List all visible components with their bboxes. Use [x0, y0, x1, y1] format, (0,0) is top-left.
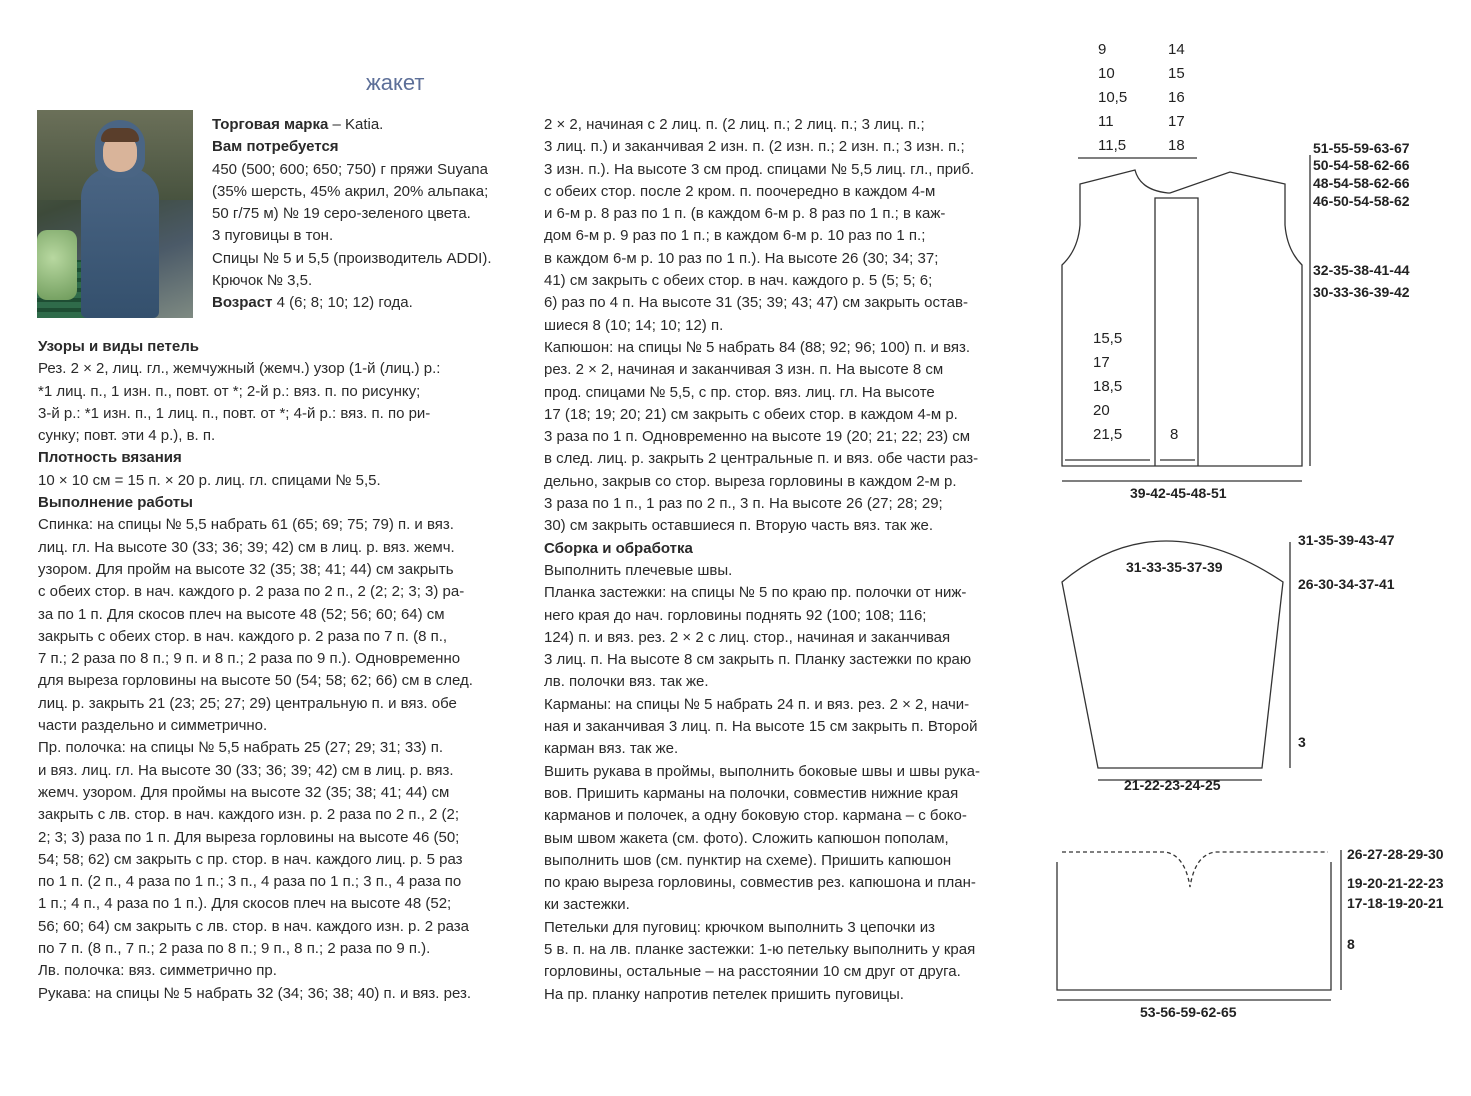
measure-label: 11,5 — [1098, 137, 1127, 154]
line-text: 3 раза по 1 п., 1 раз по 2 п., 3 п. На высоте 26 (27; 28; 29; — [544, 495, 943, 513]
measure-label: 18 — [1168, 137, 1185, 154]
line-text: лв. полочки вяз. так же. — [544, 673, 709, 691]
sleeve-cuff-height: 3 — [1298, 734, 1306, 750]
line-text: горловины, остальные – на расстоянии 10 см друг от друга. — [544, 963, 961, 981]
line-text: Рукава: на спицы № 5 набрать 32 (34; 36; 38; 40) п. и вяз. рез. — [38, 984, 472, 1002]
line-text: Выполнить плечевые швы. — [544, 561, 733, 579]
hood-shaping-height: 17-18-19-20-21 — [1347, 895, 1444, 911]
line-text: 3 пуговицы в тон. — [212, 227, 334, 245]
section-heading: Торговая марка — [212, 116, 329, 133]
line-text: Крючок № 3,5. — [212, 272, 313, 290]
line-text: 50 г/75 м) № 19 серо-зеленого цвета. — [212, 205, 471, 223]
line-text: Спицы № 5 и 5,5 (производитель ADDI). — [212, 249, 492, 267]
measure-label: 10,5 — [1098, 89, 1128, 106]
line-text: 3 изн. п.). На высоте 3 см прод. спицами № 5,5 лиц. гл., приб. — [544, 160, 975, 178]
line-text: Вшить рукава в проймы, выполнить боковые швы и швы рука- — [544, 762, 981, 780]
section-heading: Вам потребуется — [212, 138, 339, 156]
measure-label: 9 — [1098, 41, 1107, 58]
line-text: в след. лиц. р. закрыть 2 центральные п. и вяз. обе части раз- — [544, 450, 979, 468]
line-text: прод. спицами № 5,5, с пр. стор. вяз. лиц. гл. На высоте — [544, 383, 935, 401]
line-text: лиц. гл. На высоте 30 (33; 36; 39; 42) см в лиц. р. вяз. жемч. — [38, 538, 455, 556]
body-pocket-sizes — [1093, 327, 1122, 447]
line-text: Спинка: на спицы № 5,5 набрать 61 (65; 69; 75; 79) п. и вяз. — [38, 516, 454, 534]
line-text: Карманы: на спицы № 5 набрать 24 п. и вяз. рез. 2 × 2, начи- — [544, 695, 970, 713]
section-heading: Возраст — [212, 294, 273, 312]
sleeve-bottom-width: 21-22-23-24-25 — [1124, 777, 1221, 793]
line-text: ки застежки. — [544, 896, 630, 914]
line-text: вым швом жакета (см. фото). Сложить капюшон пополам, — [544, 829, 949, 847]
hood-rib-height: 8 — [1347, 936, 1355, 952]
measure-label: 17 — [1093, 354, 1110, 371]
line-text: карманов и полочек, а одну боковую стор. кармана – с боко- — [544, 807, 967, 825]
line-text: 124) п. и вяз. рез. 2 × 2 с лиц. стор., начиная и заканчивая — [544, 628, 951, 646]
line-text: 7 п.; 2 раза по 8 п.; 9 п. и 8 п.; 2 раза по 9 п.). Одновременно — [38, 650, 461, 668]
body-width: 39-42-45-48-51 — [1130, 485, 1227, 501]
body-height-label: 50-54-58-62-66 — [1313, 157, 1410, 173]
line-text: и вяз. лиц. гл. На высоте 30 (33; 36; 39; 42) см в лиц. р. вяз. — [38, 761, 454, 779]
line-text: выполнить шов (см. пунктир на схеме). Пришить капюшон — [544, 851, 952, 869]
line-text: 3 лиц. п. На высоте 8 см закрыть п. Планку застежки по краю — [544, 651, 972, 669]
line-text: жемч. узором. Для проймы на высоте 32 (35; 38; 41; 44) см — [38, 783, 450, 801]
measure-label: 17 — [1168, 113, 1185, 130]
line-text: На пр. планку напротив петелек пришить пуговицы. — [544, 985, 904, 1003]
section-heading: Выполнение работы — [38, 494, 193, 512]
line-text: 1 п.; 4 п., 4 раза по 1 п.). Для скосов плеч на высоте 48 (52; — [38, 895, 452, 913]
line-text: Пр. полочка: на спицы № 5,5 набрать 25 (27; 29; 31; 33) п. — [38, 739, 443, 757]
sleeve-length: 31-35-39-43-47 — [1298, 532, 1395, 548]
body-height-label: 46-50-54-58-62 — [1313, 193, 1410, 209]
section-heading: Узоры и виды петель — [38, 338, 199, 355]
body-height-label: 48-54-58-62-66 — [1313, 175, 1410, 191]
line-text: Петельки для пуговиц: крючком выполнить 3 цепочки из — [544, 918, 935, 936]
measure-label: 10 — [1098, 65, 1115, 82]
line-text: по 7 п. (8 п., 7 п.; 2 раза по 8 п.; 9 п., 8 п.; 2 раза по 9 п.). — [38, 940, 431, 958]
line-text: 10 × 10 см = 15 п. × 20 р. лиц. гл. спицами № 5,5. — [38, 471, 381, 489]
line-text: 54; 58; 62) см закрыть с пр. стор. в нач. каждого лиц. р. 5 раз — [38, 850, 463, 868]
line-text: вов. Пришить карманы на полочки, совместив нижние края — [544, 784, 959, 802]
measure-label: 16 — [1168, 89, 1185, 106]
body-neck-sizes — [1168, 38, 1185, 158]
section-heading: Сборка и обработка — [544, 539, 693, 557]
line-text: за по 1 п. Для скосов плеч на высоте 48 (52; 56; 60; 64) см — [38, 605, 445, 623]
line-text: закрыть с обеих стор. в нач. каждого р. 2 раза по 7 п. (8 п., — [38, 627, 448, 645]
line-text: закрыть с лв. стор. в нач. каждого изн. р. 2 раза по 2 п., 2 (2; — [38, 806, 460, 824]
measure-label: 14 — [1168, 41, 1185, 58]
line-text: для выреза горловины на высоте 50 (54; 58; 62; 66) см в след. — [38, 672, 473, 690]
body-height-label: 30-33-36-39-42 — [1313, 284, 1410, 300]
measure-label: 15 — [1168, 65, 1185, 82]
sleeve-piece — [1062, 541, 1290, 780]
line-text: с обеих стор. после 2 кром. п. поочередно в каждом 4-м — [544, 182, 936, 200]
line-text: – Katia. — [328, 116, 384, 133]
measure-label: 18,5 — [1093, 378, 1123, 395]
measure-label: 15,5 — [1093, 330, 1123, 347]
line-text: Лв. полочка: вяз. симметрично пр. — [38, 962, 277, 980]
line-text: сунку; повт. эти 4 р.), в. п. — [38, 427, 216, 445]
line-text: 3 лиц. п.) и заканчивая 2 изн. п. (2 изн. п.; 2 изн. п.; 3 изн. п.; — [544, 138, 965, 156]
line-text: рез. 2 × 2, начиная и заканчивая 3 изн. п. На высоте 8 см — [544, 361, 944, 379]
section-heading: Плотность вязания — [38, 449, 182, 467]
hood-side-height: 19-20-21-22-23 — [1347, 875, 1444, 891]
line-text: и 6-м р. 8 раз по 1 п. (в каждом 6-м р. 8 раз по 1 п.; в каж- — [544, 205, 946, 223]
line-text: Планка застежки: на спицы № 5 по краю пр. полочки от ниж- — [544, 584, 967, 602]
line-text: 41) см закрыть с обеих стор. в нач. каждого р. 5 (5; 5; 6; — [544, 272, 933, 290]
placket-width: 8 — [1170, 426, 1179, 443]
measure-label: 11 — [1098, 113, 1114, 130]
line-text: 17 (18; 19; 20; 21) см закрыть с обеих стор. в каждом 4-м р. — [544, 405, 958, 423]
body-shoulder-sizes — [1098, 38, 1127, 158]
line-text: *1 лиц. п., 1 изн. п., повт. от *; 2-й р.: вяз. п. по рисунку; — [38, 382, 421, 400]
line-text: 30) см закрыть оставшиеся п. Вторую часть вяз. так же. — [544, 517, 934, 535]
body-height-label: 32-35-38-41-44 — [1313, 262, 1410, 278]
body-height-label: 51-55-59-63-67 — [1313, 140, 1410, 156]
line-text: 3-й р.: *1 изн. п., 1 лиц. п., повт. от *; 4-й р.: вяз. п. по ри- — [38, 404, 431, 422]
line-text: части раздельно и симметрично. — [38, 717, 268, 735]
line-text: в каждом 6-м р. 10 раз по 1 п.). На высоте 26 (30; 34; 37; — [544, 249, 939, 267]
measure-label: 21,5 — [1093, 426, 1123, 443]
line-text: 2; 3; 3) раза по 1 п. Для выреза горловины на высоте 46 (50; — [38, 828, 460, 846]
line-text: 450 (500; 600; 650; 750) г пряжи Suyana — [212, 160, 488, 178]
line-text: Капюшон: на спицы № 5 набрать 84 (88; 92; 96; 100) п. и вяз. — [544, 338, 971, 356]
page-title: жакет — [366, 70, 425, 95]
hood-height: 26-27-28-29-30 — [1347, 846, 1444, 862]
line-text: по 1 п. (2 п., 4 раза по 1 п.; 3 п., 4 раза по 1 п.; 3 п., 4 раза по — [38, 873, 462, 891]
hood-width: 53-56-59-62-65 — [1140, 1004, 1237, 1020]
measure-label: 20 — [1093, 402, 1110, 419]
line-text: карман вяз. так же. — [544, 740, 679, 758]
line-text: 6) раз по 4 п. На высоте 31 (35; 39; 43; 47) см закрыть остав- — [544, 294, 968, 312]
line-text: 56; 60; 64) см закрыть с лв. стор. в нач. каждого изн. р. 2 раза — [38, 917, 469, 935]
line-text: узором. Для пройм на высоте 32 (35; 38; 41; 44) см закрыть — [38, 560, 454, 578]
line-text: 2 × 2, начиная с 2 лиц. п. (2 лиц. п.; 2 лиц. п.; 3 лиц. п.; — [544, 116, 925, 133]
line-text: дельно, закрыв со стор. выреза горловины в каждом 2-м р. — [544, 472, 957, 490]
sleeve-cap-height: 26-30-34-37-41 — [1298, 576, 1395, 592]
line-text: лиц. р. закрыть 21 (23; 25; 27; 29) центральную п. и вяз. обе — [38, 694, 457, 712]
line-text: (35% шерсть, 45% акрил, 20% альпака; — [212, 182, 489, 200]
line-text: дом 6-м р. 9 раз по 1 п.; в каждом 6-м р. 10 раз по 1 п.; — [544, 227, 926, 245]
line-text: по краю выреза горловины, совместив рез. капюшона и план- — [544, 874, 976, 892]
line-text: Рез. 2 × 2, лиц. гл., жемчужный (жемч.) узор (1-й (лиц.) р.: — [38, 360, 441, 378]
line-text: шиеся 8 (10; 14; 10; 12) п. — [544, 316, 724, 334]
sleeve-top-width: 31-33-35-37-39 — [1126, 559, 1223, 575]
line-text: ная и заканчивая 3 лиц. п. На высоте 15 см закрыть п. Второй — [544, 718, 978, 736]
line-text: 3 раза по 1 п. Одновременно на высоте 19 (20; 21; 22; 23) см — [544, 428, 971, 446]
line-text: 5 в. п. на лв. планке застежки: 1-ю петельку выполнить у края — [544, 940, 976, 958]
line-text: с обеих стор. в нач. каждого р. 2 раза по 2 п., 2 (2; 2; 3; 3) ра- — [38, 583, 465, 601]
line-text: него края до нач. горловины поднять 92 (100; 108; 116; — [544, 606, 927, 624]
line-text: 4 (6; 8; 10; 12) года. — [272, 294, 413, 312]
hood-piece — [1057, 850, 1341, 1000]
